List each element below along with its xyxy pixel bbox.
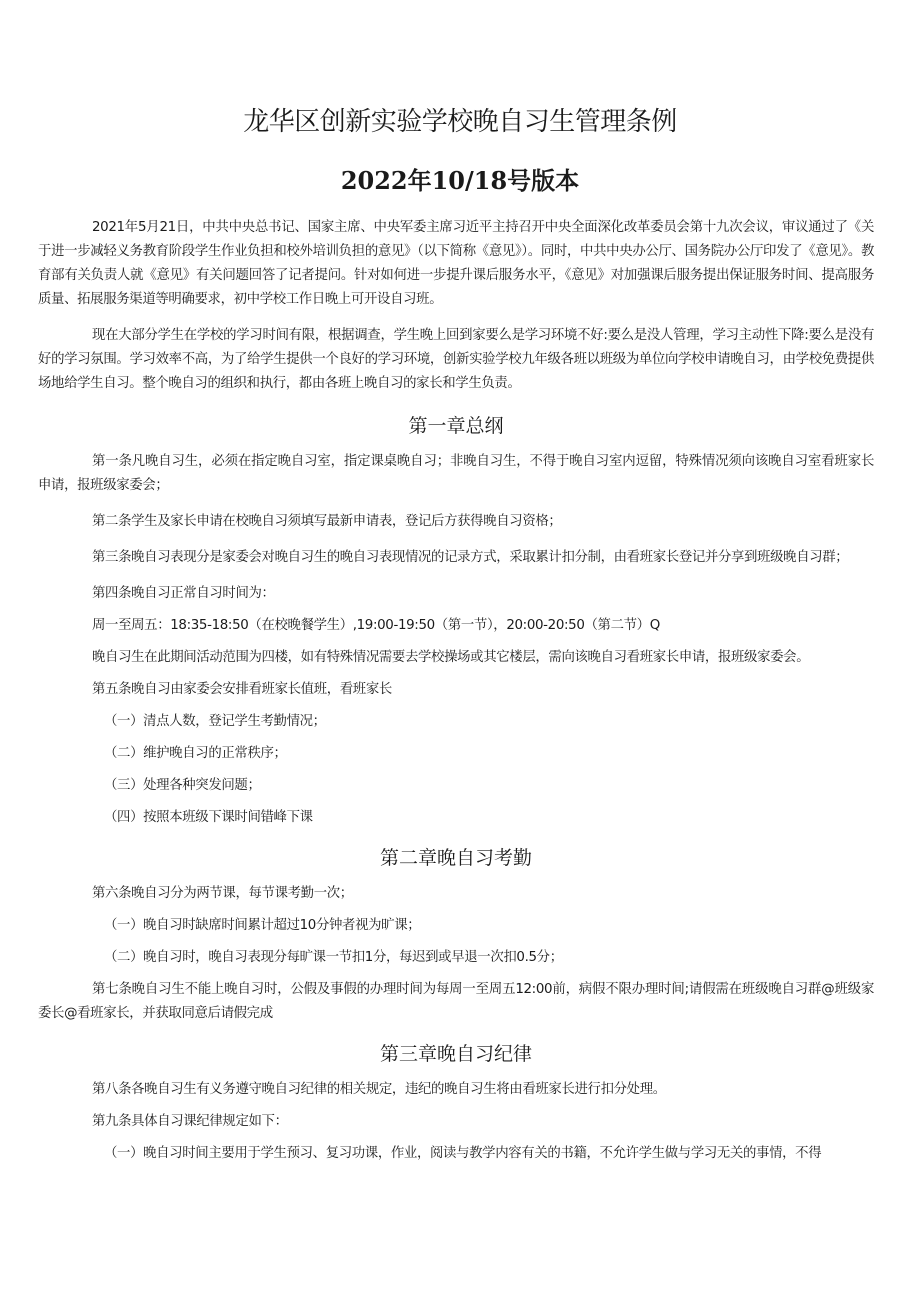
article-6-item-1: （一）晚自习时缺席时间累计超过10分钟者视为旷课； [104, 918, 421, 933]
article-9: 第九条具体自习课纪律规定如下： [92, 1114, 288, 1129]
article-3: 第三条晚自习表现分是家委会对晚自习生的晚自习表现情况的记录方式，采取累计扣分制，由看班家长登记并分享到班级晚自习群； [92, 550, 849, 565]
article-5-item-4: （四）按照本班级下课时间错峰下课 [104, 810, 313, 825]
article-5-item-3: （三）处理各种突发问题； [104, 778, 261, 793]
article-4: 第四条晚自习正常自习时间为： [92, 586, 275, 601]
document-title: 龙华区创新实验学校晚自习生管理条例 [243, 107, 677, 137]
chapter-1-heading: 第一章总纲 [408, 415, 504, 437]
article-5-item-1: （一）清点人数，登记学生考勤情况； [104, 714, 326, 729]
document-version-subtitle: 2022年10/18号版本 [340, 166, 580, 195]
intro-paragraph-1: 2021年5月21日，中共中央总书记、国家主席、中央军委主席习近平主持召开中央全面深化改革委员会第十九次会议，审议通过了《关于进一步减轻义务教育阶段学生作业负担和校外培训负担的意见》（以下简称《意见》）。同时，中共中央办公厅、国务院办公厅印发了《意见》。教育部有关负责人就《意见》有关问题回答了记者提问。针对如何进一步提升课后服务水平，《意见》对加强课后服务提出保证服务时间、提高服务质量、拓展服务渠道等明确要求，初中学校工作日晚上可开设自习班。 [38, 220, 874, 307]
article-2: 第二条学生及家长申请在校晚自习须填写最新申请表，登记后方获得晚自习资格； [92, 514, 562, 529]
article-9-item-1: （一）晚自习时间主要用于学生预习、复习功课，作业，阅读与教学内容有关的书籍，不允许学生做与学习无关的事情，不得 [104, 1146, 822, 1161]
article-5-item-2: （二）维护晚自习的正常秩序； [104, 746, 287, 761]
chapter-2-heading: 第二章晚自习考勤 [379, 847, 532, 869]
article-5: 第五条晚自习由家委会安排看班家长值班，看班家长 [92, 682, 392, 697]
article-6: 第六条晚自习分为两节课，每节课考勤一次； [92, 886, 353, 901]
article-6-item-2: （二）晚自习时，晚自习表现分每旷课一节扣1分，每迟到或早退一次扣0.5分； [104, 950, 563, 965]
article-4-scope: 晚自习生在此期间活动范围为四楼，如有特殊情况需要去学校操场或其它楼层，需向该晚自习看班家长申请，报班级家委会。 [92, 650, 810, 665]
article-7: 第七条晚自习生不能上晚自习时，公假及事假的办理时间为每周一至周五12:00前，病假不限办理时间;请假需在班级晚自习群@班级家委长@看班家长，并获取同意后请假完成 [38, 982, 874, 1021]
article-1: 第一条凡晚自习生，必须在指定晚自习室，指定课桌晚自习；非晚自习生，不得于晚自习室内逗留，特殊情况须向该晚自习室看班家长申请，报班级家委会； [38, 454, 874, 493]
article-4-schedule: 周一至周五：18:35-18:50（在校晚餐学生）,19:00-19:50（第一节），20:00-20:50（第二节）Q [92, 618, 660, 633]
document-body [38, 216, 874, 1166]
chapter-3-heading: 第三章晚自习纪律 [379, 1043, 532, 1065]
intro-paragraph-2: 现在大部分学生在学校的学习时间有限，根据调查，学生晚上回到家要么是学习环境不好:要么是没人管理，学习主动性下降:要么是没有好的学习氛围。学习效率不高，为了给学生提供一个良好的学习环境，创新实验学校九年级各班以班级为单位向学校申请晚自习，由学校免费提供场地给学生自习。整个晚自习的组织和执行，都由各班上晚自习的家长和学生负责。 [38, 328, 874, 391]
article-8: 第八条各晚自习生有义务遵守晚自习纪律的相关规定，违纪的晚自习生将由看班家长进行扣分处理。 [92, 1082, 666, 1097]
